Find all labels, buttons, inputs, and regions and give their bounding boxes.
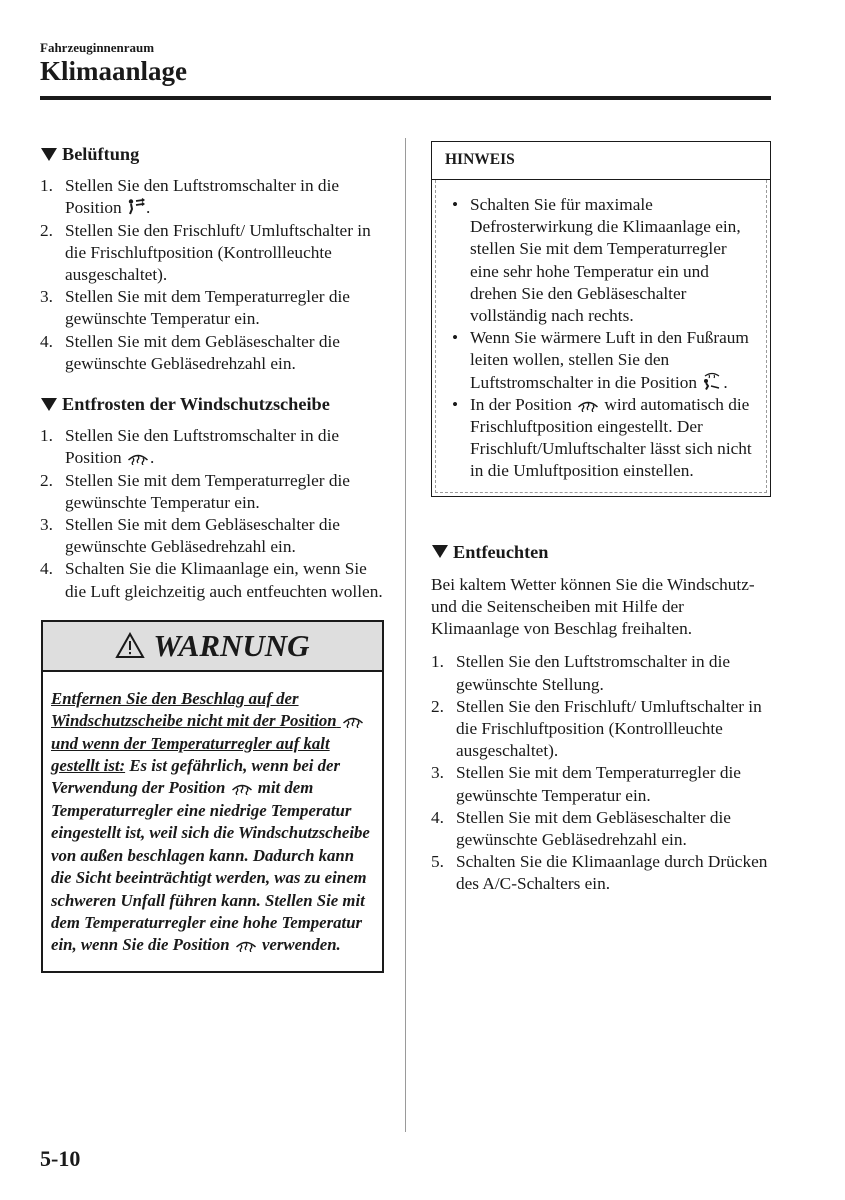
left-column <box>40 141 385 973</box>
list-item: 4. Stellen Sie mit dem Gebläseschalter die gewünschte Gebläsedrehzahl ein. <box>40 331 340 373</box>
list-item: • Schalten Sie für maximale Defrosterwirkung die Klimaanlage ein, stellen Sie mit dem Temperaturregler eine sehr hohe Temperatur ein und drehen Sie den Gebläseschalter vollständig nach rechts. <box>452 195 741 326</box>
list-item: 4. Schalten Sie die Klimaanlage ein, wenn Sie die Luft gleichzeitig auch entfeuchten wollen. <box>40 559 383 601</box>
section-marker-icon <box>41 148 57 161</box>
list-item: 3. Stellen Sie mit dem Temperaturregler die gewünschte Temperatur ein. <box>431 763 741 805</box>
list-item: 3. Stellen Sie mit dem Gebläseschalter die gewünschte Gebläsedrehzahl ein. <box>40 515 340 557</box>
floor-defrost-icon <box>702 372 722 390</box>
section-label: Fahrzeuginnenraum <box>40 40 155 55</box>
note-body <box>435 180 767 493</box>
dehumidify-steps <box>431 651 776 895</box>
defrost-icon <box>231 780 253 795</box>
warning-header <box>43 622 382 672</box>
warning-text: Entfernen Sie den Beschlag auf der Windschutzscheibe nicht mit der Position und wenn der Temperaturregler auf kalt gestellt ist: Es ist gefährlich, wenn bei der Verwendung der Position mit dem Temperaturregler eine niedrige Temperatur eingestellt ist, weil sich die Windschutzscheibe von außen beschlagen kann. Dadurch kann die Sicht beeinträchtigt werden, was zu einem schweren Unfall führen kann. Stellen Sie mit dem Temperaturregler eine hohe Temperatur ein, wenn Sie die Position verwenden. <box>51 688 370 955</box>
warning-title: WARNUNG <box>153 627 310 663</box>
ventilation-heading: Belüftung <box>40 143 385 165</box>
column-divider <box>405 138 406 1132</box>
page-number: 5-10 <box>40 1146 81 1171</box>
defrost-steps <box>40 425 385 603</box>
dehumidify-intro: Bei kaltem Wetter können Sie die Windschutz- und die Seitenscheiben mit Hilfe der Klimaanlage von Beschlag freihalten. <box>431 574 755 639</box>
list-item: 5. Schalten Sie die Klimaanlage durch Drücken des A/C-Schalters ein. <box>431 852 768 894</box>
list-item: 1. Stellen Sie den Luftstromschalter in die Position . <box>40 426 340 468</box>
defrost-icon <box>342 713 364 728</box>
right-column <box>431 141 776 896</box>
list-item: • In der Position wird automatisch die Frischluftposition eingestellt. Der Frischluft/Umluftschalter lässt sich nicht in die Umluftposition einstellen. <box>452 394 752 481</box>
section-marker-icon <box>41 398 57 411</box>
defrost-heading: Entfrosten der Windschutzscheibe <box>40 393 385 415</box>
note-box <box>431 141 771 497</box>
dehumidify-heading: Entfeuchten <box>431 541 776 563</box>
list-item: 2. Stellen Sie den Frischluft/ Umluftschalter in die Frischluftposition (Kontrollleuchte ausgeschaltet). <box>40 220 371 285</box>
ventilation-steps <box>40 175 385 375</box>
defrost-icon <box>577 397 599 412</box>
list-item: 1. Stellen Sie den Luftstromschalter in die Position . <box>40 176 340 218</box>
list-item: 1. Stellen Sie den Luftstromschalter in die gewünschte Stellung. <box>431 652 731 694</box>
list-item: 2. Stellen Sie mit dem Temperaturregler die gewünschte Temperatur ein. <box>40 470 350 512</box>
defrost-icon <box>235 937 257 952</box>
warning-triangle-icon <box>115 632 145 659</box>
header-rule <box>40 96 771 100</box>
list-item: 2. Stellen Sie den Frischluft/ Umluftschalter in die Frischluftposition (Kontrollleuchte ausgeschaltet). <box>431 696 762 761</box>
section-marker-icon <box>432 545 448 558</box>
list-item: • Wenn Sie wärmere Luft in den Fußraum leiten wollen, stellen Sie den Luftstromschalter in die Position . <box>452 328 749 392</box>
defrost-icon <box>127 450 149 465</box>
page-title: Klimaanlage <box>40 56 187 86</box>
list-item: 4. Stellen Sie mit dem Gebläseschalter die gewünschte Gebläsedrehzahl ein. <box>431 807 731 850</box>
face-vent-icon <box>127 198 145 215</box>
note-title: HINWEIS <box>432 142 770 180</box>
list-item: 3. Stellen Sie mit dem Temperaturregler die gewünschte Temperatur ein. <box>40 287 350 329</box>
warning-box <box>41 620 384 973</box>
